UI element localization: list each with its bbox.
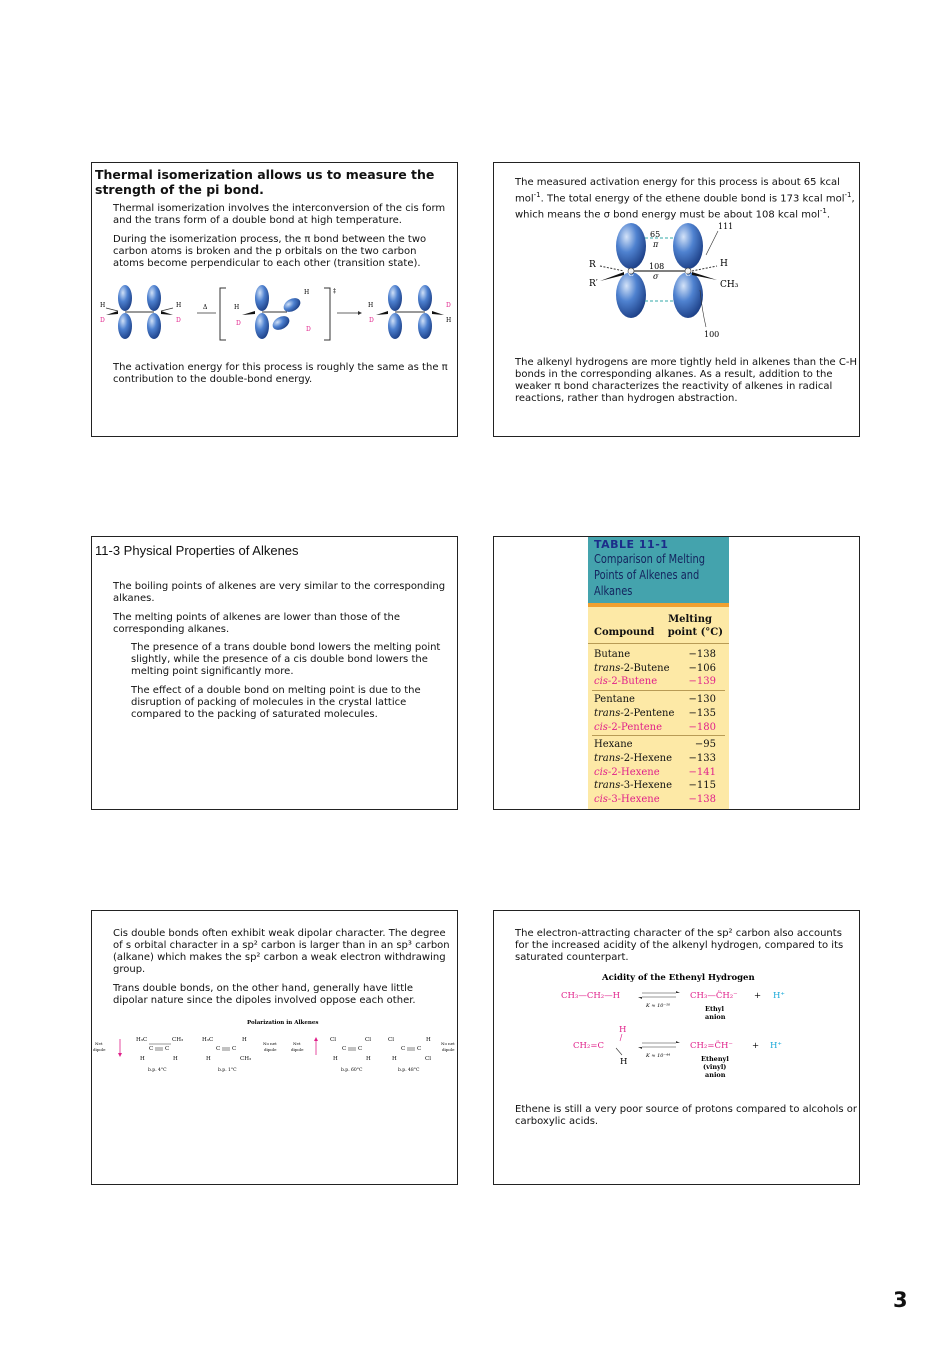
- svg-text:C: C: [216, 1046, 221, 1052]
- svg-text:C: C: [401, 1046, 406, 1052]
- paragraph: Thermal isomerization involves the interconversion of the cis form and the trans form of a double bond at high temperature.: [113, 203, 446, 226]
- svg-text:C: C: [417, 1046, 422, 1052]
- stereo-prefix: trans-: [594, 662, 624, 674]
- stereo-prefix: trans-: [594, 752, 624, 764]
- svg-text:K ≈ 10⁻⁴⁴: K ≈ 10⁻⁴⁴: [646, 1053, 671, 1059]
- paragraph: Cis double bonds often exhibit weak dipolar character. The degree of s orbital character in a sp² carbon is larger than in an sp³ carbon (alkane) which makes the sp² carbon a weak electron withdrawing group.: [113, 928, 450, 975]
- paragraph: The electron-attracting character of the sp² carbon also accounts for the increased acidity of the alkenyl hydrogen, compared to its saturated counterpart.: [515, 928, 844, 963]
- svg-text:H: H: [368, 302, 374, 309]
- col-compound: Compound: [594, 627, 655, 638]
- paragraph: The presence of a trans double bond lowers the melting point slightly, while the presence of a cis double bond lowers the melting point significantly more.: [131, 642, 441, 677]
- svg-text:Net: Net: [293, 1041, 301, 1046]
- svg-text:+: +: [752, 1041, 760, 1051]
- svg-text:H: H: [619, 1025, 627, 1035]
- svg-text:H: H: [426, 1037, 431, 1043]
- svg-text:H: H: [206, 1056, 211, 1062]
- svg-text:H₃C: H₃C: [202, 1037, 214, 1043]
- compound-name: trans-2-Butene: [594, 662, 670, 674]
- svg-text:D: D: [236, 320, 241, 327]
- melting-point-value: −130: [688, 694, 716, 706]
- bond-energy-orbital-figure: [584, 215, 744, 345]
- svg-text:111: 111: [718, 222, 734, 231]
- svg-text:H: H: [242, 1037, 247, 1043]
- table-group-separator: [592, 690, 725, 691]
- melting-point-value: −139: [688, 676, 716, 688]
- col-melting-unit: point (°C): [667, 627, 723, 638]
- svg-text:C: C: [342, 1046, 347, 1052]
- svg-text:Ethyl: Ethyl: [705, 1005, 724, 1013]
- svg-text:D: D: [176, 317, 181, 324]
- svg-text:H: H: [140, 1056, 145, 1062]
- svg-text:Cl: Cl: [388, 1037, 394, 1043]
- svg-text:D: D: [100, 317, 105, 324]
- compound-name: trans-2-Hexene: [594, 752, 673, 764]
- paragraph: The melting points of alkenes are lower than those of the corresponding alkanes.: [113, 612, 401, 635]
- svg-text:Polarization in Alkenes: Polarization in Alkenes: [247, 1020, 319, 1026]
- svg-text:No net: No net: [441, 1041, 455, 1046]
- svg-text:C: C: [165, 1046, 170, 1052]
- svg-text:H: H: [392, 1056, 397, 1062]
- svg-text:H⁺: H⁺: [773, 991, 785, 1001]
- melting-point-value: −138: [688, 649, 716, 660]
- svg-text:dipole: dipole: [93, 1047, 106, 1052]
- svg-text:Ethenyl: Ethenyl: [701, 1055, 729, 1063]
- paragraph: Ethene is still a very poor source of protons compared to alcohols or carboxylic acids.: [515, 1104, 857, 1127]
- slide-dipolar-character: [91, 910, 458, 1185]
- paragraph: The boiling points of alkenes are very similar to the corresponding alkanes.: [113, 581, 446, 604]
- svg-text:H: H: [366, 1056, 371, 1062]
- table-label: TABLE 11-1: [594, 538, 669, 551]
- svg-text:Cl: Cl: [330, 1037, 336, 1043]
- svg-text:R: R: [589, 260, 596, 270]
- paragraph: The activation energy for this process is roughly the same as the π contribution to the double-bond energy.: [113, 362, 448, 385]
- col-melting: Melting: [668, 614, 712, 625]
- compound-name: trans-2-Pentene: [594, 707, 675, 719]
- svg-text:π: π: [653, 240, 659, 249]
- svg-text:‡: ‡: [333, 288, 336, 295]
- svg-text:b.p. 4°C: b.p. 4°C: [148, 1068, 167, 1073]
- cis-molecule: [106, 285, 173, 339]
- slide-title: 11-3 Physical Properties of Alkenes: [95, 543, 299, 558]
- compound-name: Butane: [594, 649, 631, 660]
- stereo-prefix: trans-: [594, 707, 624, 719]
- slide-physical-properties: [91, 536, 458, 810]
- svg-text:+: +: [754, 991, 762, 1001]
- svg-text:D: D: [369, 317, 374, 324]
- svg-text:H: H: [234, 304, 240, 311]
- compound-name: Hexane: [594, 739, 633, 751]
- svg-text:65: 65: [650, 230, 661, 239]
- compound-name: Pentane: [594, 694, 635, 706]
- svg-text:anion: anion: [705, 1013, 726, 1021]
- svg-text:dipole: dipole: [442, 1047, 455, 1052]
- svg-text:H₃C: H₃C: [136, 1037, 148, 1043]
- svg-text:σ: σ: [653, 272, 659, 281]
- melting-point-value: −180: [688, 721, 716, 733]
- svg-text:CH₃: CH₃: [240, 1056, 252, 1062]
- svg-text:CH₂=C: CH₂=C: [573, 1041, 604, 1051]
- melting-point-value: −133: [688, 752, 716, 764]
- svg-text:b.p. 48°C: b.p. 48°C: [398, 1068, 420, 1073]
- svg-text:CH₂=C̈H⁻: CH₂=C̈H⁻: [690, 1041, 733, 1051]
- paragraph: During the isomerization process, the π bond between the two carbon atoms is broken and the p orbitals on the two carbon atoms become perpendicular to each other (transition state).: [113, 234, 427, 269]
- stereo-prefix: cis-: [594, 766, 612, 778]
- svg-text:C: C: [358, 1046, 363, 1052]
- melting-point-value: −95: [694, 739, 716, 751]
- svg-text:H: H: [304, 289, 310, 296]
- svg-text:Net: Net: [95, 1041, 103, 1046]
- trans-molecule: [376, 285, 444, 339]
- stereo-prefix: cis-: [594, 676, 612, 688]
- page-number: 3: [893, 1288, 908, 1312]
- paragraph: The alkenyl hydrogens are more tightly held in alkenes than the C-H bonds in the corresponding alkanes. As a result, addition to the weaker π bond characterizes the reactivity of alkenes in radical reactions, rather than hydrogen abstraction.: [515, 357, 858, 404]
- svg-text:No net: No net: [263, 1041, 277, 1046]
- svg-text:dipole: dipole: [264, 1047, 277, 1052]
- compound-name: trans-3-Hexene: [594, 780, 673, 792]
- svg-text:H: H: [176, 302, 182, 309]
- acidity-reaction-figure: [554, 969, 804, 1079]
- svg-text:H: H: [620, 1057, 628, 1067]
- svg-text:(vinyl): (vinyl): [703, 1063, 727, 1071]
- polarization-figure: [92, 1015, 457, 1075]
- transition-state: [242, 285, 303, 339]
- slide-title: Thermal isomerization allows us to measure the strength of the pi bond.: [95, 167, 435, 197]
- stereo-prefix: cis-: [594, 721, 612, 733]
- stereo-prefix: cis-: [594, 794, 612, 805]
- svg-text:H: H: [173, 1056, 178, 1062]
- melting-point-table: [588, 537, 729, 810]
- table-column-headers: [588, 607, 729, 644]
- table-group-separator: [592, 735, 725, 736]
- table-header: [588, 537, 729, 603]
- compound-name: cis-2-Hexene: [594, 766, 660, 778]
- slide-activation-energy: [493, 162, 860, 437]
- melting-point-value: −141: [688, 766, 716, 778]
- svg-text:C: C: [628, 269, 635, 278]
- compound-name: cis-2-Butene: [594, 676, 658, 688]
- compound-name: cis-3-Hexene: [594, 794, 660, 805]
- svg-text:b.p. 1°C: b.p. 1°C: [218, 1068, 237, 1073]
- slide-melting-point-table: [493, 536, 860, 810]
- svg-text:Acidity of the Ethenyl Hydroge: Acidity of the Ethenyl Hydrogen: [602, 973, 755, 983]
- svg-text:CH₃—C̈H₂⁻: CH₃—C̈H₂⁻: [690, 991, 738, 1001]
- svg-text:CH₃: CH₃: [720, 280, 739, 290]
- table-title: Comparison of Melting Points of Alkenes and Alkanes: [594, 552, 706, 598]
- svg-text:H⁺: H⁺: [770, 1041, 782, 1051]
- svg-text:D: D: [306, 326, 311, 333]
- svg-text:dipole: dipole: [291, 1047, 304, 1052]
- slide-ethenyl-acidity: [493, 910, 860, 1185]
- svg-text:C: C: [232, 1046, 237, 1052]
- svg-text:H: H: [720, 259, 728, 269]
- paragraph: The effect of a double bond on melting point is due to the disruption of packing of molecules in the crystal lattice compared to the packing of saturated molecules.: [131, 685, 421, 720]
- svg-text:H: H: [446, 317, 452, 324]
- svg-text:H: H: [333, 1056, 338, 1062]
- svg-text:R′: R′: [589, 279, 598, 289]
- melting-point-value: −115: [688, 780, 716, 792]
- svg-text:D: D: [446, 302, 451, 309]
- compound-name: cis-2-Pentene: [594, 721, 662, 733]
- svg-text:CH₃—CH₂—H: CH₃—CH₂—H: [561, 991, 621, 1001]
- paragraph: Trans double bonds, on the other hand, generally have little dipolar nature since the dipoles involved oppose each other.: [113, 983, 416, 1006]
- svg-text:H: H: [100, 302, 106, 309]
- melting-point-value: −106: [688, 662, 716, 674]
- svg-text:108: 108: [649, 262, 665, 271]
- melting-point-value: −138: [688, 794, 716, 805]
- svg-text:Δ: Δ: [203, 304, 208, 311]
- svg-text:100: 100: [704, 330, 720, 339]
- stereo-prefix: trans-: [594, 780, 624, 792]
- slide-thermal-isomerization: [91, 162, 458, 437]
- paragraph: The measured activation energy for this process is about 65 kcal mol$^{-1}$. The total energy of the ethene double bond is 173 kcal mol$^{-1}$, which means the σ bond energy must be about 108 kcal mol$^{-1}$.: [515, 177, 855, 221]
- isomerization-orbital-figure: [92, 278, 457, 348]
- svg-text:C: C: [149, 1046, 154, 1052]
- svg-text:Cl: Cl: [425, 1056, 431, 1062]
- svg-text:CH₃: CH₃: [172, 1037, 184, 1043]
- svg-text:b.p. 60°C: b.p. 60°C: [341, 1068, 363, 1073]
- svg-text:Cl: Cl: [365, 1037, 371, 1043]
- svg-text:anion: anion: [705, 1071, 726, 1079]
- svg-text:C: C: [685, 269, 692, 278]
- svg-text:K ≈ 10⁻⁵⁰: K ≈ 10⁻⁵⁰: [646, 1003, 671, 1009]
- melting-point-value: −135: [688, 707, 716, 719]
